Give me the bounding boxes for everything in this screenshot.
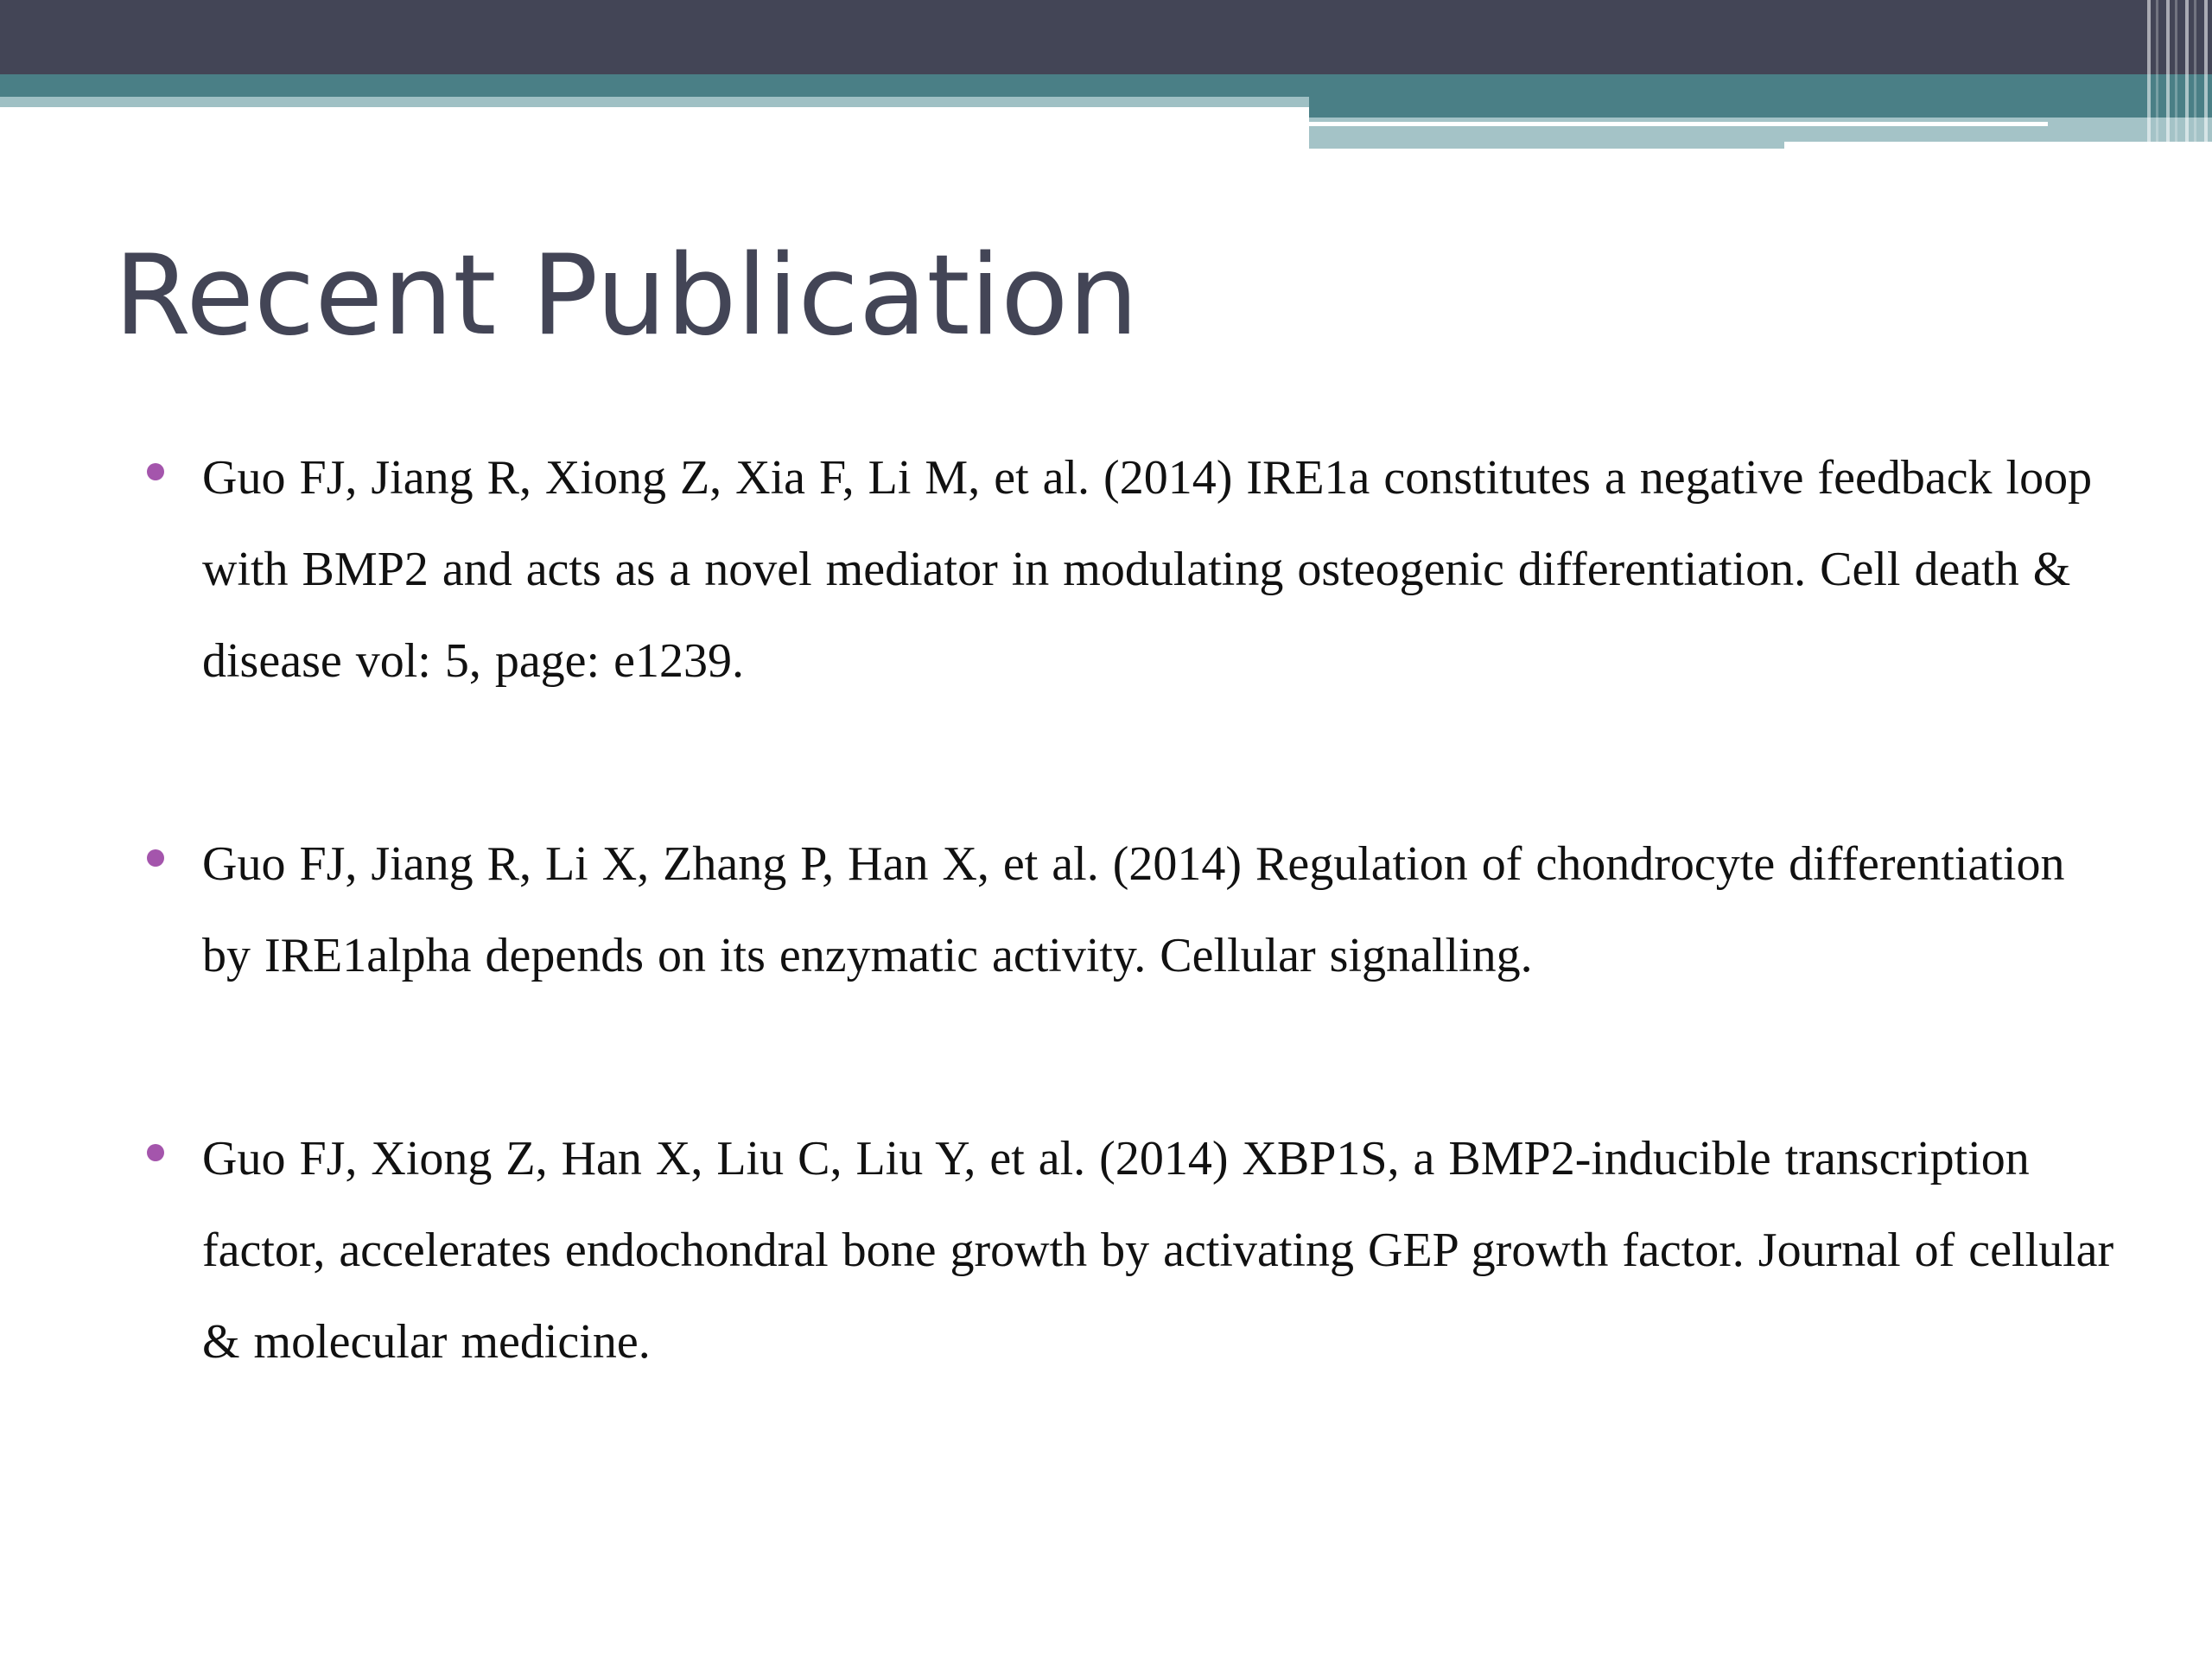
bullet-icon <box>147 1144 164 1161</box>
bullet-icon <box>147 849 164 867</box>
header-band-teal-right <box>1309 97 2212 118</box>
header-band-dark <box>0 0 2212 74</box>
header-edge-stripes <box>2147 0 2212 149</box>
publication-citation: Guo FJ, Xiong Z, Han X, Liu C, Liu Y, et al. (2014) XBP1S, a BMP2-inducible transcription factor, accelerates endochondral bone growth by activating GEP growth factor. Journal of cellular & molecular medicine. <box>202 1132 2114 1369</box>
publication-citation: Guo FJ, Jiang R, Li X, Zhang P, Han X, et al. (2014) Regulation of chondrocyte differentiation by IRE1alpha depends on its enzymatic activity. Cellular signalling. <box>202 837 2065 982</box>
header-band-light <box>0 97 1309 107</box>
header-accent-line <box>1309 122 2048 126</box>
publication-citation: Guo FJ, Jiang R, Xiong Z, Xia F, Li M, et al. (2014) IRE1a constitutes a negative feedback loop with BMP2 and acts as a novel mediator in modulating osteogenic differentiation. Cell death & disease vol: 5, page: e1239. <box>202 451 2093 688</box>
slide-title: Recent Publication <box>114 232 1139 360</box>
header-band-teal <box>0 74 2212 97</box>
bullet-icon <box>147 463 164 480</box>
